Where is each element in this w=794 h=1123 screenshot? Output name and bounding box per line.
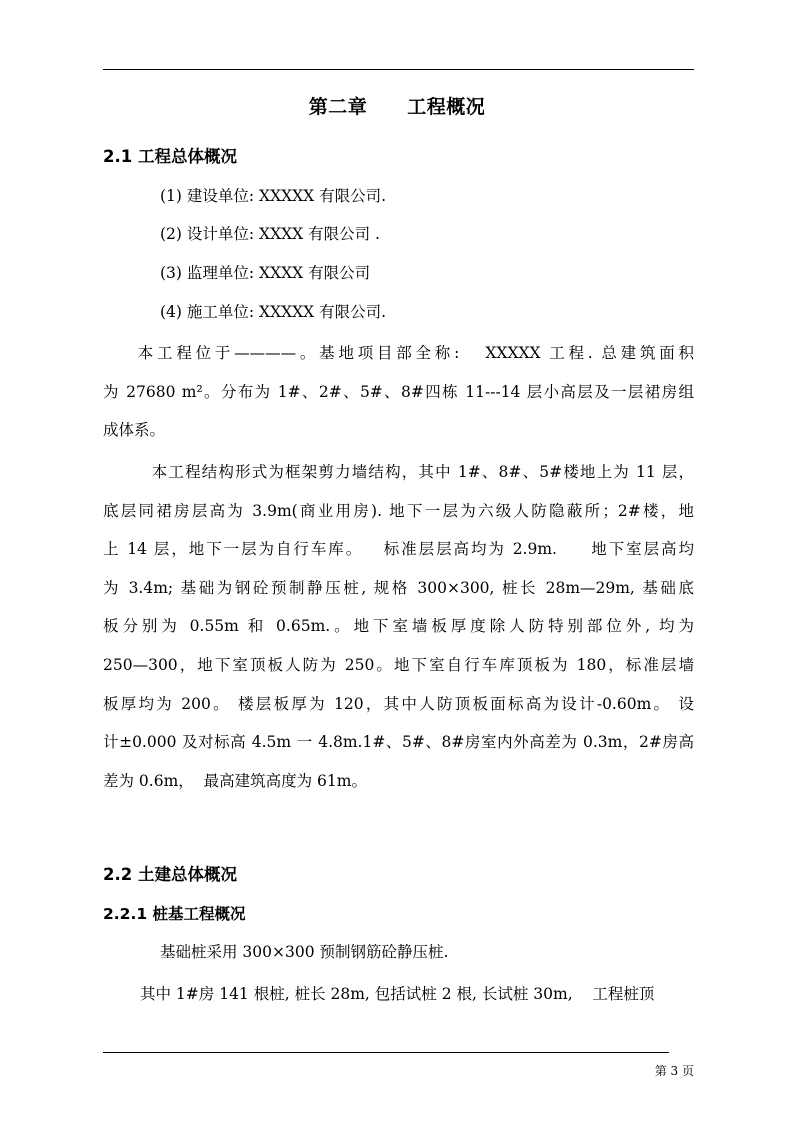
paragraph-line: 本工程位于————。基地项目部全称: XXXXX 工程. 总建筑面积 xyxy=(103,344,694,362)
chapter-name: 工程概况 xyxy=(407,96,486,118)
pile-type-line: 基础桩采用 300×300 预制钢筋砼静压桩. xyxy=(160,943,449,961)
list-item-design-unit: (2) 设计单位: XXXX 有限公司 . xyxy=(160,225,380,243)
paragraph-line: 为 3.4m; 基础为钢砼预制静压桩, 规格 300×300, 桩长 28m—29m, 基础底 xyxy=(103,578,694,597)
paragraph-line: 成体系。 xyxy=(103,421,166,440)
paragraph-line: 本工程结构形式为框架剪力墙结构，其中 1#、8#、5#楼地上为 11 层， xyxy=(103,463,695,481)
paragraph-structure xyxy=(103,453,694,800)
paragraph-line: 板厚均为 200。 楼层板厚为 120，其中人防顶板面标高为设计-0.60m。 设 xyxy=(103,694,694,713)
paragraph-line: 板分别为 0.55m 和 0.65m.。地下室墙板厚度除人防特别部位外, 均为 xyxy=(103,617,694,636)
list-item-contractor-unit: (4) 施工单位: XXXXX 有限公司. xyxy=(160,303,387,321)
footer-rule xyxy=(103,1052,669,1053)
paragraph-line: 上 14 层，地下一层为自行车库。 标准层层高均为 2.9m. 地下室层高均 xyxy=(103,540,694,559)
paragraph-project-location xyxy=(103,334,694,450)
paragraph-line: 计±0.000 及对标高 4.5m 一 4.8m.1#、5#、8#房室内外高差为 0.3m，2#房高 xyxy=(103,733,694,752)
page-number: 第 3 页 xyxy=(654,1064,694,1078)
paragraph-line: 底层同裙房层高为 3.9m(商业用房). 地下一层为六级人防隐蔽所；2#楼，地 xyxy=(103,501,694,520)
pile-detail-line: 其中 1#房 141 根桩, 桩长 28m, 包括试桩 2 根, 长试桩 30m, 工程桩顶 xyxy=(140,985,655,1003)
section-2-1-heading: 2.1 工程总体概况 xyxy=(103,147,237,166)
paragraph-line: 差为 0.6m， 最高建筑高度为 61m。 xyxy=(103,771,367,790)
header-rule xyxy=(103,69,694,70)
chapter-title xyxy=(0,92,794,119)
list-item-construction-unit: (1) 建设单位: XXXXX 有限公司. xyxy=(160,187,387,205)
paragraph-line: 250—300，地下室顶板人防为 250。地下室自行车库顶板为 180，标准层墙 xyxy=(103,655,694,674)
section-2-2-heading: 2.2 土建总体概况 xyxy=(103,865,237,884)
chapter-number: 第二章 xyxy=(308,96,368,118)
paragraph-line: 为 27680 m²。分布为 1#、2#、5#、8#四栋 11---14 层小高层及一层裙房组 xyxy=(103,382,694,401)
section-2-2-1-heading: 2.2.1 桩基工程概况 xyxy=(103,905,246,923)
list-item-supervision-unit: (3) 监理单位: XXXX 有限公司 xyxy=(160,264,371,282)
